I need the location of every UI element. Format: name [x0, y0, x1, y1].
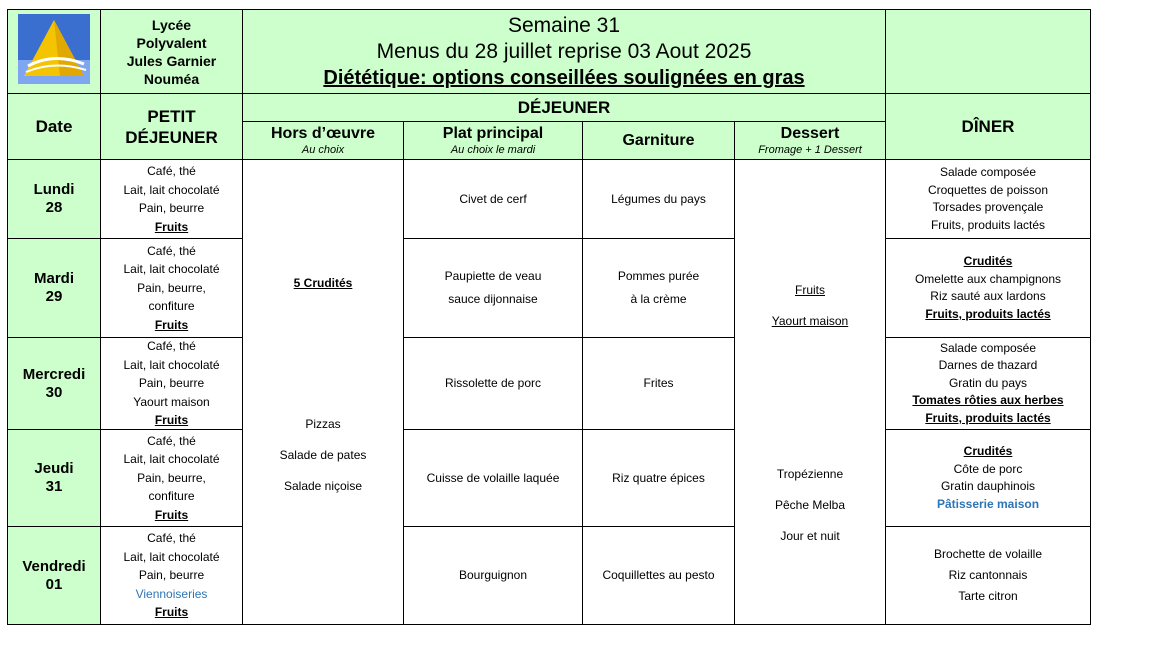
header-empty-cell	[885, 9, 1091, 94]
dinner-item: Riz sauté aux lardons	[930, 289, 1046, 303]
dinner-item: Gratin du pays	[948, 375, 1028, 390]
breakfast-item: Pain, beurre	[138, 568, 205, 583]
menus-title: Menus du 28 juillet reprise 03 Aout 2025	[376, 39, 752, 63]
breakfast-item: Fruits	[154, 219, 189, 234]
day-number: 01	[45, 575, 63, 593]
dinner-item: Brochette de volaille	[933, 547, 1043, 561]
date-cell	[7, 238, 101, 338]
dinner-item: Crudités	[963, 254, 1013, 268]
date-header-label: Date	[35, 116, 73, 136]
dinner-item: Pâtisserie maison	[936, 496, 1040, 511]
side-dish-line: Coquillettes au pesto	[602, 568, 715, 582]
main-dish-line: Bourguignon	[458, 568, 528, 582]
side-dish-line: Pommes purée	[617, 269, 700, 283]
main-dish-cell	[403, 429, 583, 527]
dinner-item: Gratin dauphinois	[940, 479, 1036, 493]
breakfast-item: Lait, lait chocolaté	[123, 452, 220, 467]
day-name: Lundi	[33, 181, 75, 198]
dinner-item: Torsades provençale	[932, 200, 1044, 214]
day-name: Mardi	[33, 270, 74, 287]
diet-note: Diététique: options conseillées soulignées en gras	[323, 66, 805, 89]
dinner-item: Salade composée	[939, 340, 1037, 355]
breakfast-item: Fruits	[154, 605, 189, 620]
day-number: 29	[45, 288, 63, 305]
dinner-item: Darnes de thazard	[938, 358, 1038, 373]
day-number: 30	[45, 383, 63, 401]
dessert-item: Tropézienne	[776, 467, 844, 481]
dinner-header-label: DÎNER	[961, 116, 1015, 136]
dessert-yaourt: Yaourt maison	[771, 314, 849, 328]
logo-cell	[7, 9, 101, 94]
lunch-header	[242, 93, 886, 122]
breakfast-item: Pain, beurre	[138, 376, 205, 391]
breakfast-item: Fruits	[154, 317, 189, 332]
dessert-header-label: Dessert	[780, 125, 840, 142]
breakfast-item: Café, thé	[147, 243, 196, 258]
breakfast-cell	[100, 429, 243, 527]
side-dish-cell	[582, 159, 735, 239]
dessert-fruits: Fruits	[795, 283, 825, 297]
breakfast-item: Café, thé	[147, 339, 196, 354]
dinner-cell	[885, 337, 1091, 430]
school-line: Jules Garnier	[126, 52, 217, 69]
breakfast-item: Café, thé	[147, 164, 196, 178]
dinner-item: Tomates rôties aux herbes	[912, 393, 1064, 408]
starter-header	[242, 121, 404, 160]
breakfast-item: Viennoiseries	[135, 586, 208, 601]
day-name: Vendredi	[22, 557, 86, 575]
side-dish-cell	[582, 337, 735, 430]
triangle-logo-icon	[18, 14, 90, 89]
date-cell	[7, 337, 101, 430]
starter-item: Salade de pates	[279, 448, 367, 462]
day-number: 31	[45, 478, 63, 495]
starter-header-label: Hors d’œuvre	[270, 125, 375, 142]
date-cell	[7, 526, 101, 625]
breakfast-cell	[100, 238, 243, 338]
main-dish-cell	[403, 337, 583, 430]
breakfast-item: Pain, beurre,	[137, 470, 206, 485]
breakfast-header-line: PETIT	[147, 106, 196, 126]
dinner-item: Riz cantonnais	[948, 568, 1028, 582]
main-dish-line: Cuisse de volaille laquée	[426, 470, 560, 485]
school-line: Lycée	[151, 16, 192, 33]
dinner-cell	[885, 429, 1091, 527]
breakfast-item: Café, thé	[147, 433, 196, 448]
breakfast-header	[100, 93, 243, 160]
main-dish-line: Paupiette de veau	[444, 269, 542, 283]
breakfast-item: Café, thé	[147, 531, 196, 546]
dinner-header	[885, 93, 1091, 160]
day-number: 28	[45, 199, 63, 216]
main-dish-cell	[403, 526, 583, 625]
main-header-sub: Au choix le mardi	[450, 144, 536, 156]
dinner-item: Omelette aux champignons	[914, 271, 1062, 286]
dinner-item: Croquettes de poisson	[927, 182, 1049, 197]
breakfast-header-line: DÉJEUNER	[125, 127, 218, 147]
school-line: Polyvalent	[136, 34, 207, 51]
breakfast-item: Pain, beurre	[138, 201, 205, 215]
day-name: Jeudi	[34, 460, 74, 477]
side-header-label: Garniture	[622, 131, 695, 149]
side-dish-line: à la crème	[630, 292, 687, 306]
main-dish-line: sauce dijonnaise	[448, 292, 538, 306]
breakfast-cell	[100, 526, 243, 625]
main-dish-line: Civet de cerf	[459, 191, 527, 206]
day-name: Mercredi	[22, 365, 86, 383]
date-cell	[7, 429, 101, 527]
side-dish-line: Riz quatre épices	[612, 470, 705, 485]
side-dish-cell	[582, 526, 735, 625]
breakfast-item: confiture	[148, 489, 195, 504]
dinner-item: Côte de porc	[953, 461, 1023, 476]
side-dish-cell	[582, 429, 735, 527]
school-line: Nouméa	[143, 70, 200, 87]
title-cell	[242, 9, 886, 94]
dinner-item: Fruits, produits lactés	[925, 410, 1051, 425]
starter-header-sub: Au choix	[301, 144, 345, 156]
breakfast-item: Fruits	[154, 507, 189, 522]
dessert-item: Jour et nuit	[780, 529, 840, 543]
dinner-cell	[885, 526, 1091, 625]
dinner-item: Crudités	[963, 444, 1013, 458]
date-cell	[7, 159, 101, 239]
side-dish-cell	[582, 238, 735, 338]
breakfast-item: Lait, lait chocolaté	[123, 182, 220, 197]
side-dish-line: Frites	[643, 376, 674, 390]
dinner-item: Salade composée	[939, 165, 1037, 179]
main-header	[403, 121, 583, 160]
breakfast-cell	[100, 337, 243, 430]
dinner-cell	[885, 238, 1091, 338]
date-header	[7, 93, 101, 160]
dinner-cell	[885, 159, 1091, 239]
breakfast-cell	[100, 159, 243, 239]
breakfast-item: Lait, lait chocolaté	[123, 549, 220, 564]
breakfast-item: Pain, beurre,	[137, 280, 206, 295]
lunch-header-label: DÉJEUNER	[517, 97, 611, 117]
breakfast-item: Lait, lait chocolaté	[123, 262, 220, 277]
week-title: Semaine 31	[507, 13, 621, 37]
starter-item: Salade niçoise	[283, 479, 363, 493]
dessert-header-sub: Fromage + 1 Dessert	[758, 144, 862, 156]
dessert-header	[734, 121, 886, 160]
starter-crudites: 5 Crudités	[293, 276, 353, 290]
breakfast-item: Yaourt maison	[133, 394, 210, 409]
breakfast-item: Lait, lait chocolaté	[123, 357, 220, 372]
dessert-item: Pêche Melba	[774, 498, 846, 512]
breakfast-item: Fruits	[154, 413, 189, 428]
main-dish-cell	[403, 238, 583, 338]
dinner-item: Fruits, produits lactés	[925, 306, 1051, 321]
starter-item: Pizzas	[305, 417, 341, 431]
main-dish-cell	[403, 159, 583, 239]
breakfast-item: confiture	[148, 299, 195, 314]
desserts-column	[734, 159, 886, 625]
starters-column	[242, 159, 404, 625]
main-dish-line: Rissolette de porc	[444, 376, 542, 390]
dinner-item: Fruits, produits lactés	[930, 217, 1046, 232]
side-dish-line: Légumes du pays	[611, 191, 706, 206]
main-header-label: Plat principal	[442, 125, 544, 142]
dinner-item: Tarte citron	[958, 589, 1018, 603]
school-name	[100, 9, 243, 94]
side-header	[582, 121, 735, 160]
